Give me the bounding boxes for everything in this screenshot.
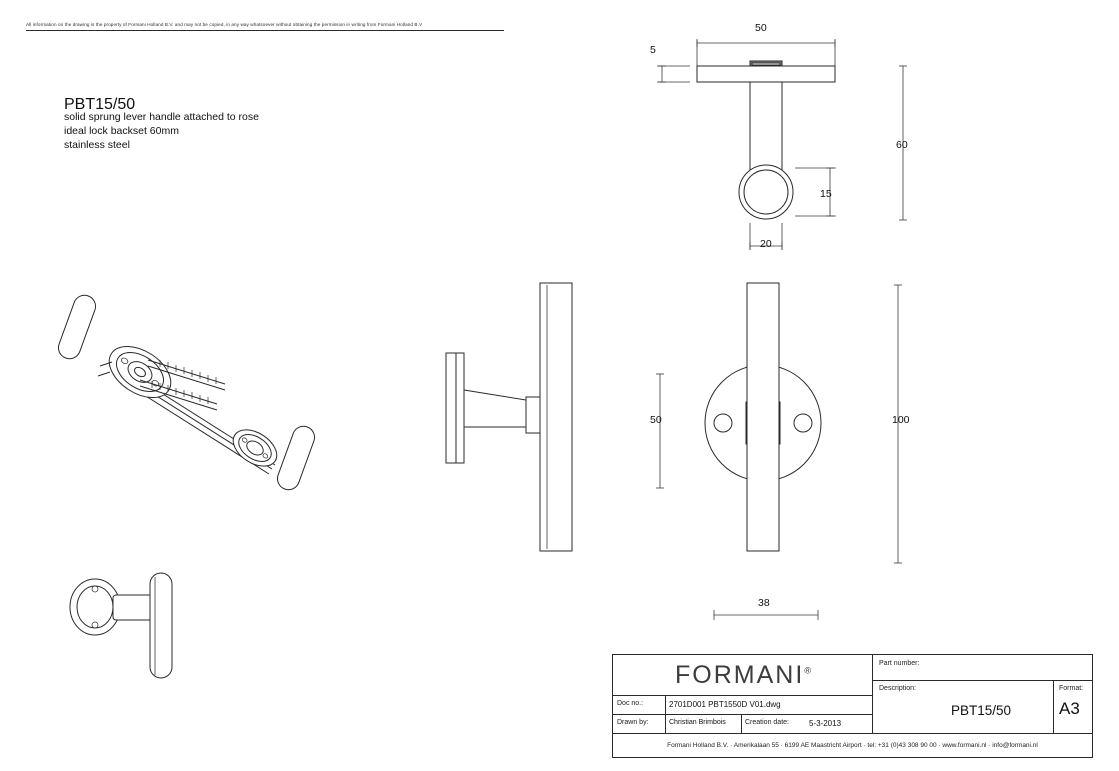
- top-view-drawing: [640, 28, 940, 268]
- format-separator: [1053, 680, 1054, 733]
- title-block: [612, 654, 1093, 758]
- creation-date-separator: [741, 715, 742, 734]
- dim-projection: 38: [758, 597, 770, 609]
- title-block-right: [873, 655, 1093, 733]
- page-title: PBT15/50: [64, 96, 136, 113]
- doc-no-row: [613, 695, 873, 714]
- description-label: Description:: [879, 685, 916, 692]
- drawn-by-separator: [665, 715, 666, 734]
- drawn-by-label: Drawn by:: [617, 719, 649, 726]
- description-line-2: ideal lock backset 60mm: [64, 125, 179, 137]
- description-line-3: stainless steel: [64, 139, 130, 151]
- brand-logo: [613, 661, 873, 690]
- description-value: PBT15/50: [950, 703, 1012, 718]
- isometric-view-drawing: [40, 280, 360, 530]
- format-value: A3: [1059, 699, 1080, 718]
- disclaimer-underline: [26, 30, 504, 31]
- format-label: Format:: [1059, 685, 1084, 692]
- dim-knob-width: 20: [760, 238, 772, 250]
- dim-bar-length: 50: [650, 414, 662, 426]
- dim-rose-thickness: 5: [650, 44, 656, 56]
- isometric-view-small-drawing: [55, 565, 235, 695]
- front-view-drawing: [690, 275, 950, 575]
- company-footer: Formani Holland B.V. · Amerikalaan 55 · 6199 AE Maastricht Airport · tel: +31 (0)43 308 90 00 · www.formani.nl · info@formani.nl: [613, 733, 1092, 757]
- dim-rose-dia: 100: [892, 414, 910, 426]
- dim-projection-drawing: [700, 600, 840, 630]
- doc-no-separator: [665, 696, 666, 715]
- brand-name: FORMANI: [675, 661, 805, 689]
- dim-top-width: 50: [755, 22, 767, 34]
- dim-bar-length-drawing: [650, 370, 690, 500]
- drawn-by-row: [613, 714, 873, 733]
- dim-knob-dia-small: 15: [820, 188, 832, 200]
- brand-registered-mark: ®: [804, 665, 811, 676]
- part-number-divider: [873, 680, 1093, 681]
- title-block-left: [613, 655, 873, 733]
- dim-stem-length: 60: [896, 139, 908, 151]
- description-line-1: solid sprung lever handle attached to rose: [64, 111, 259, 123]
- creation-date-label: Creation date:: [745, 719, 789, 726]
- creation-date-value: 5-3-2013: [809, 719, 842, 728]
- doc-no-label: Doc no.:: [617, 700, 644, 707]
- doc-no-value: 2701D001 PBT1550D V01.dwg: [669, 700, 781, 709]
- product-description: [64, 110, 259, 152]
- part-number-label: Part number:: [879, 660, 920, 667]
- copyright-disclaimer: All information on the drawing is the property of Formani Holland B.V. and may not be copied, in any way whatsoever without obtaining the permission in writing from Formani Holland B.V: [26, 22, 423, 27]
- drawn-by-value: Christian Brimbois: [669, 719, 726, 726]
